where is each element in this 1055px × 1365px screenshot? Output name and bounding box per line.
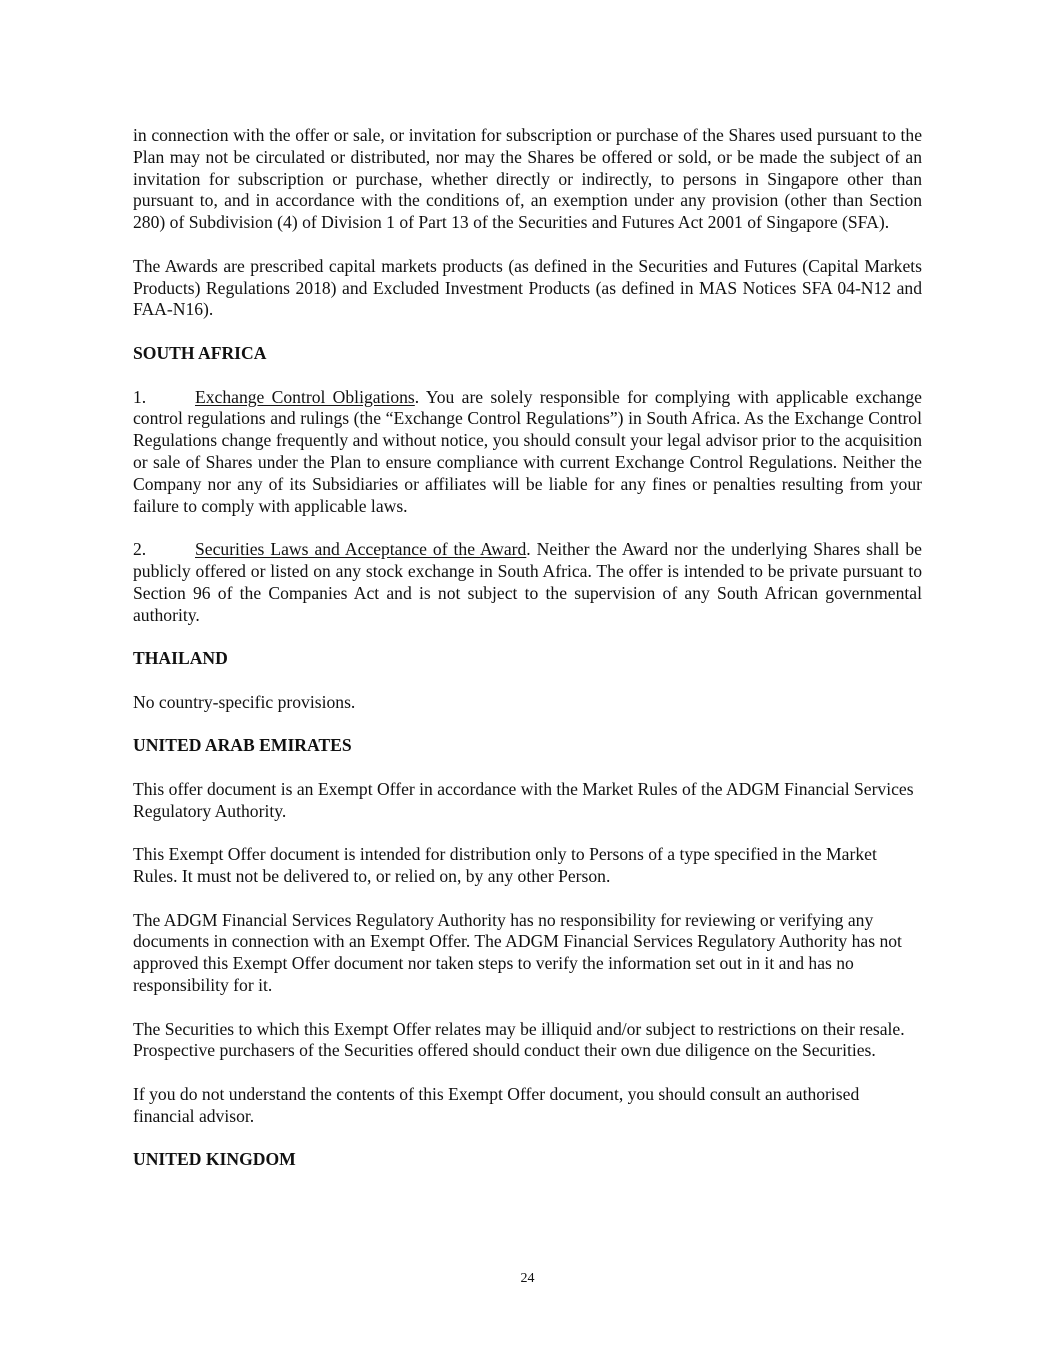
page-content [133,125,922,1193]
section-heading-thailand: THAILAND [133,648,228,669]
page-number: 24 [520,1271,535,1286]
section-heading-south-africa: SOUTH AFRICA [133,342,267,363]
singapore-paragraph-1: in connection with the offer or sale, or invitation for subscription or purchase of the Shares used pursuant to the Plan may not be circulated or distributed, nor may the Shares be offered or sold, or be made the subject of an invitation for subscription or purchase, whether directly or indirectly, to persons in Singapore other than pursuant to, and in accordance with the conditions of, an exemption under any provision (other than Section 280) of Subdivision (4) of Division 1 of Part 13 of the Securities and Futures Act 2001 of Singapore (SFA). [133,125,922,233]
section-heading-united-arab-emirates: UNITED ARAB EMIRATES [133,735,352,756]
thailand-paragraph: No country-specific provisions. [133,691,356,712]
item-number: 2. [133,539,147,560]
item-number: 1. [133,386,147,407]
item-title: Securities Laws and Acceptance of the Award [195,539,527,560]
item-text: . You are solely responsible for complying with applicable exchange control regulations and rulings (the “Exchange Control Regulations”) in South Africa. As the Exchange Control Regulations change frequently and without notice, you should consult your legal advisor prior to the acquisition or sale of Shares under the Plan to ensure compliance with current Exchange Control Regulations. Neither the Company nor any of its Subsidiaries or affiliates will be liable for any fines or penalties resulting from your failure to comply with applicable laws. [133,386,922,516]
uae-paragraph-5: If you do not understand the contents of this Exempt Offer document, you should consult an authorised financial advisor. [133,1084,860,1126]
item-title: Exchange Control Obligations [195,386,415,407]
south-africa-item-2 [133,539,922,626]
uae-paragraph-3: The ADGM Financial Services Regulatory Authority has no responsibility for reviewing or verifying any documents in connection with an Exempt Offer. The ADGM Financial Services Regulatory Authority has not approved this Exempt Offer document nor taken steps to verify the information set out in it and has no responsibility for it. [133,909,902,996]
item-text: . Neither the Award nor the underlying Shares shall be publicly offered or listed on any stock exchange in South Africa. The offer is intended to be private pursuant to Section 96 of the Companies Act and is not subject to the supervision of any South African governmental authority. [133,539,922,625]
uae-paragraph-1: This offer document is an Exempt Offer in accordance with the Market Rules of the ADGM Financial Services Regulatory Authority. [133,778,914,821]
south-africa-item-1 [133,387,922,518]
singapore-paragraph-2: The Awards are prescribed capital markets products (as defined in the Securities and Futures (Capital Markets Products) Regulations 2018) and Excluded Investment Products (as defined in MAS Notices SFA 04-N12 and FAA-N16). [133,255,922,320]
uae-paragraph-2: This Exempt Offer document is intended for distribution only to Persons of a type specified in the Market Rules. It must not be delivered to, or relied on, by any other Person. [133,844,877,887]
section-heading-united-kingdom: UNITED KINGDOM [133,1149,296,1170]
uae-paragraph-4: The Securities to which this Exempt Offer relates may be illiquid and/or subject to restrictions on their resale. Prospective purchasers of the Securities offered should conduct their own due diligence on the Securities. [133,1018,905,1061]
